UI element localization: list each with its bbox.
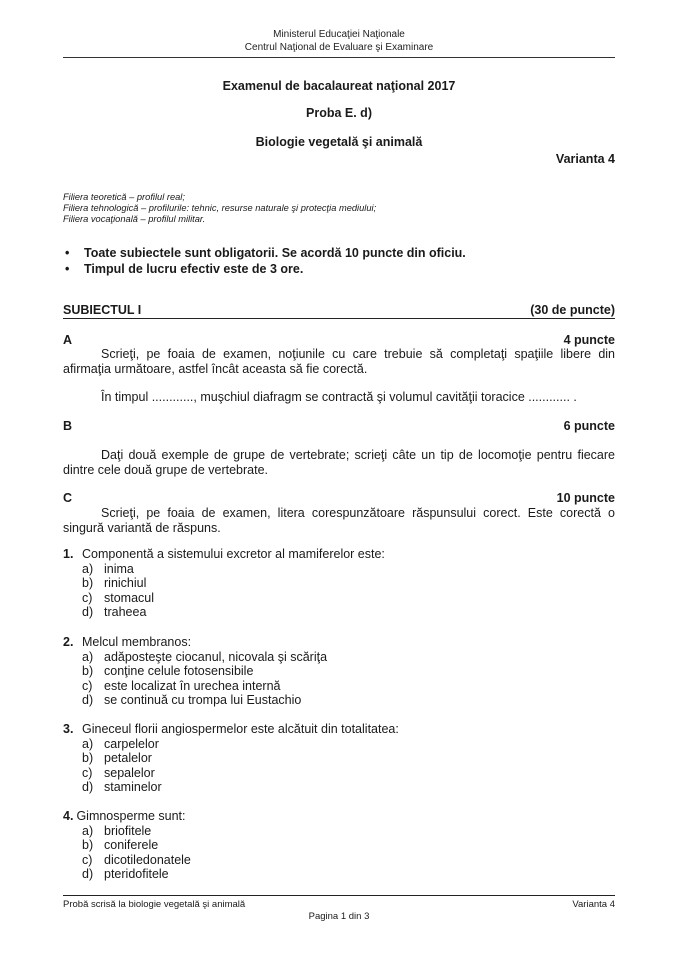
answer-option bbox=[63, 664, 327, 679]
option-letter: c) bbox=[82, 590, 93, 605]
instruction-text: Toate subiectele sunt obligatorii. Se acordă 10 puncte din oficiu. bbox=[84, 246, 466, 260]
variant-label: Varianta 4 bbox=[555, 152, 615, 166]
footer-exam-name: Probă scrisă la biologie vegetală şi animală bbox=[63, 899, 246, 910]
answer-option bbox=[63, 693, 327, 708]
section-points: 6 puncte bbox=[563, 419, 615, 433]
option-letter: b) bbox=[82, 664, 94, 678]
answer-option bbox=[63, 737, 399, 752]
question-text: Melcul membranos: bbox=[82, 635, 192, 649]
option-letter: d) bbox=[82, 780, 94, 794]
section-a-instruction: Scrieţi, pe foaia de examen, noţiunile cu care trebuie să completaţi spaţiile libere din afirmaţia următoare, astfel încât aceasta să fie corectă. bbox=[63, 347, 615, 376]
filiera-item: Filiera tehnologică – profilurile: tehnic, resurse naturale şi protecţia mediului; bbox=[63, 203, 377, 213]
option-letter: a) bbox=[82, 561, 94, 576]
question-number: 1. bbox=[63, 547, 74, 561]
section-points: 4 puncte bbox=[563, 333, 615, 347]
option-letter: d) bbox=[82, 867, 94, 881]
question-number: 2. bbox=[63, 635, 74, 649]
option-letter: d) bbox=[82, 605, 94, 619]
ministry-name: Ministerul Educaţiei Naţionale bbox=[273, 29, 405, 40]
answer-option bbox=[63, 679, 327, 694]
option-text: inima bbox=[104, 561, 134, 576]
question-text: Gineceul florii angiospermelor este alcătuit din totalitatea: bbox=[82, 722, 399, 736]
section-label: A bbox=[63, 333, 73, 347]
option-text: petalelor bbox=[104, 751, 152, 765]
filiere-list bbox=[63, 192, 376, 225]
option-letter: b) bbox=[82, 576, 94, 590]
question-number: 4. bbox=[63, 809, 74, 823]
section-c-instruction: Scrieţi, pe foaia de examen, litera corespunzătoare răspunsului corect. Este corectă o singură variantă de răspuns. bbox=[63, 506, 615, 535]
option-letter: a) bbox=[82, 736, 94, 751]
option-text: sepalelor bbox=[104, 765, 155, 780]
bullet-icon: • bbox=[65, 246, 70, 260]
answer-option bbox=[63, 824, 191, 839]
question-text: Componentă a sistemului excretor al mamiferelor este: bbox=[82, 547, 385, 561]
option-text: dicotiledonatele bbox=[104, 852, 191, 867]
section-b-heading bbox=[63, 419, 615, 434]
option-text: briofitele bbox=[104, 823, 152, 838]
question-3 bbox=[63, 722, 399, 795]
center-name: Centrul Naţional de Evaluare şi Examinare bbox=[244, 42, 434, 53]
option-text: se continuă cu trompa lui Eustachio bbox=[104, 693, 302, 707]
instruction-item bbox=[63, 245, 466, 261]
answer-option bbox=[63, 562, 385, 577]
proba-title: Proba E. d) bbox=[306, 106, 372, 120]
option-text: staminelor bbox=[104, 780, 162, 794]
question-text: Gimnosperme sunt: bbox=[76, 809, 186, 823]
footer-divider bbox=[63, 895, 615, 896]
section-a-heading bbox=[63, 333, 615, 348]
instruction-item bbox=[63, 261, 466, 277]
answer-option bbox=[63, 576, 385, 591]
fill-in-statement: În timpul ............, muşchiul diafragm se contractă şi volumul cavităţii toracice ............ . bbox=[101, 390, 577, 404]
filiera-item: Filiera vocaţională – profilul militar. bbox=[63, 214, 206, 224]
option-letter: b) bbox=[82, 751, 94, 765]
section-b-instruction: Daţi două exemple de grupe de vertebrate; scrieţi câte un tip de locomoţie pentru fiecare dintre cele două grupe de vertebrate. bbox=[63, 448, 615, 477]
option-letter: c) bbox=[82, 852, 93, 867]
answer-option bbox=[63, 751, 399, 766]
subject-title: Biologie vegetală şi animală bbox=[255, 135, 423, 149]
subiect-heading bbox=[63, 302, 615, 319]
exam-page bbox=[63, 0, 615, 960]
option-text: rinichiul bbox=[104, 576, 147, 590]
footer-variant: Varianta 4 bbox=[572, 899, 615, 910]
question-number: 3. bbox=[63, 722, 74, 736]
option-letter: d) bbox=[82, 693, 94, 707]
option-letter: a) bbox=[82, 649, 94, 664]
option-text: carpelelor bbox=[104, 736, 159, 751]
section-label: B bbox=[63, 419, 73, 433]
bullet-icon: • bbox=[65, 262, 70, 276]
option-text: adăposteşte ciocanul, nicovala şi scăriţa bbox=[104, 649, 328, 664]
answer-option bbox=[63, 838, 191, 853]
answer-option bbox=[63, 853, 191, 868]
option-text: traheea bbox=[104, 605, 147, 619]
page-number: Pagina 1 din 3 bbox=[308, 911, 370, 922]
option-letter: c) bbox=[82, 765, 93, 780]
option-text: coniferele bbox=[104, 838, 159, 852]
section-points: 10 puncte bbox=[556, 491, 615, 505]
filiera-item: Filiera teoretică – profilul real; bbox=[63, 192, 185, 202]
header-divider bbox=[63, 57, 615, 58]
option-letter: c) bbox=[82, 678, 93, 693]
question-4 bbox=[63, 809, 191, 882]
question-1 bbox=[63, 547, 385, 620]
option-text: conţine celule fotosensibile bbox=[104, 664, 254, 678]
option-text: pteridofitele bbox=[104, 867, 169, 881]
option-text: este localizat în urechea internă bbox=[104, 678, 281, 693]
section-label: C bbox=[63, 491, 73, 505]
answer-option bbox=[63, 650, 327, 665]
exam-title: Examenul de bacalaureat naţional 2017 bbox=[222, 79, 456, 93]
answer-option bbox=[63, 591, 385, 606]
option-letter: a) bbox=[82, 823, 94, 838]
instructions-list bbox=[63, 245, 466, 277]
section-c-heading bbox=[63, 491, 615, 506]
subiect-points: (30 de puncte) bbox=[530, 303, 615, 317]
question-2 bbox=[63, 635, 327, 708]
answer-option bbox=[63, 867, 191, 882]
answer-option bbox=[63, 766, 399, 781]
institution-header bbox=[63, 28, 615, 54]
option-letter: b) bbox=[82, 838, 94, 852]
answer-option bbox=[63, 605, 385, 620]
instruction-text: Timpul de lucru efectiv este de 3 ore. bbox=[84, 262, 304, 276]
answer-option bbox=[63, 780, 399, 795]
subiect-title: SUBIECTUL I bbox=[63, 303, 142, 317]
option-text: stomacul bbox=[104, 590, 155, 605]
